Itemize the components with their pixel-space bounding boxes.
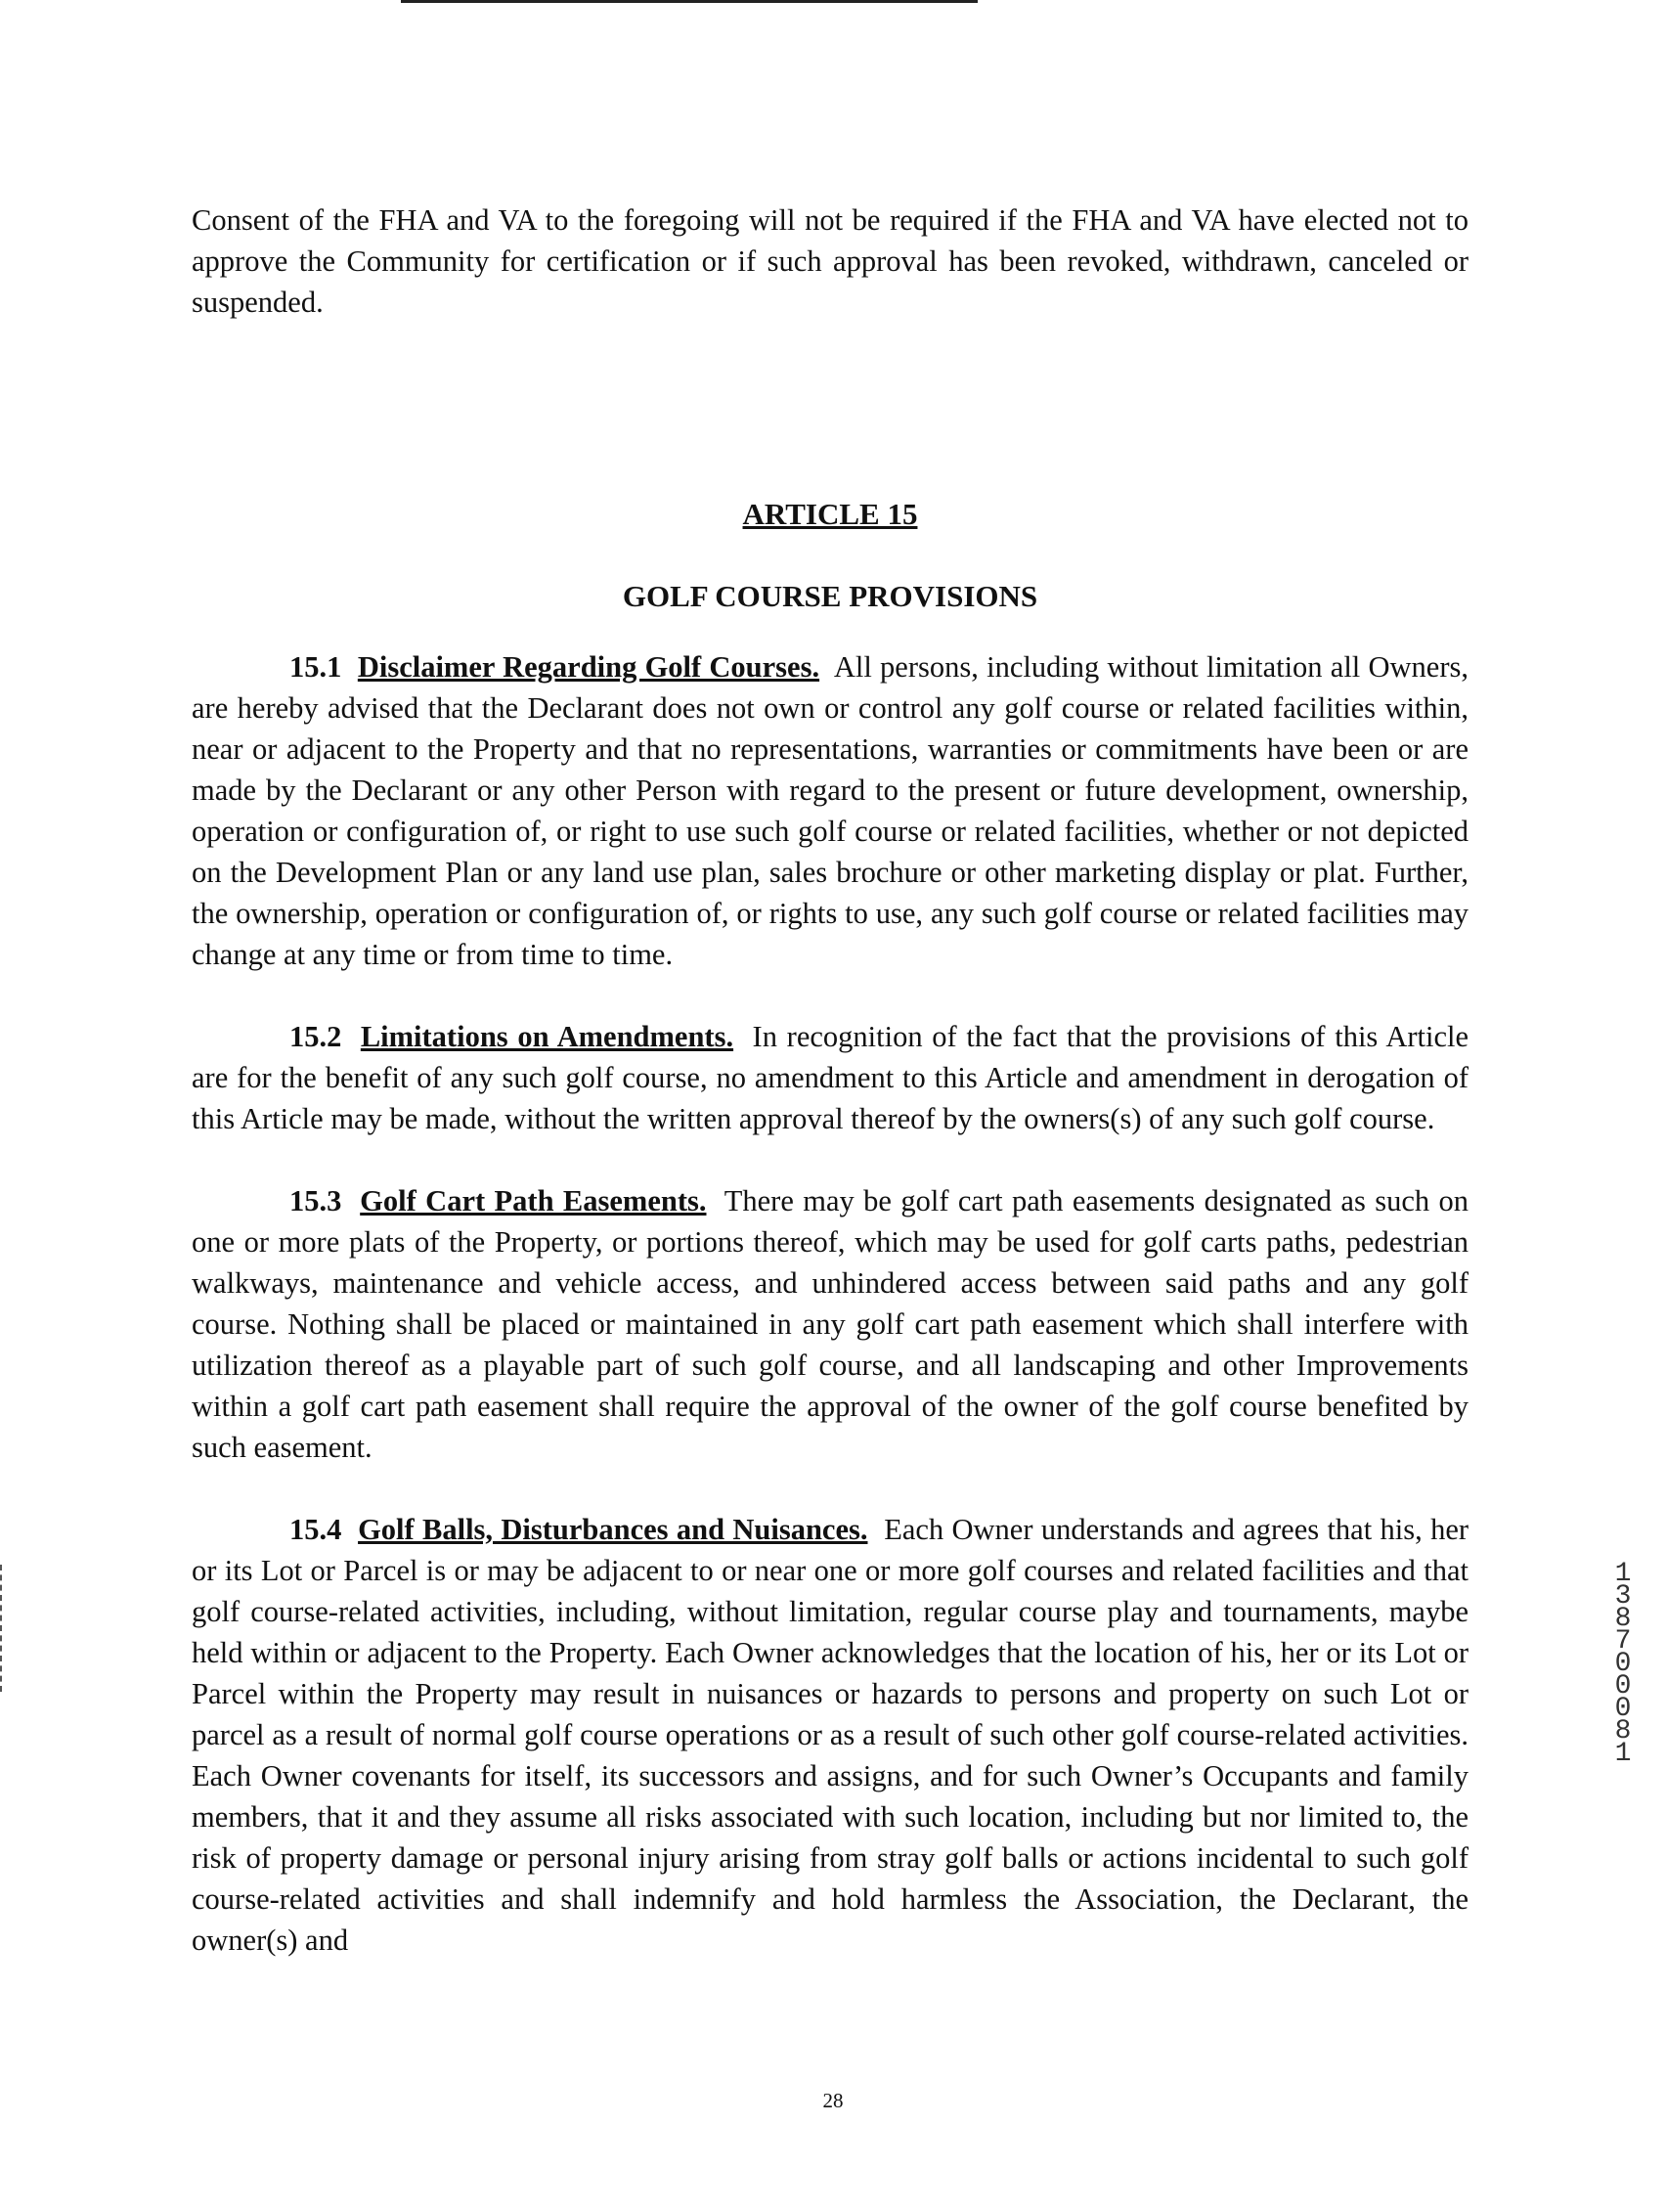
section-body: All persons, including without limitation all Owners, are hereby advised that the Declarant does not own or control any golf course or related facilities within, near or adjacent to the Property and that no representations, warranties or commitments have been or are made by the Declarant or any other Person with regard to the present or future development, ownership, operation or configuration of, or right to use such golf course or related facilities, whether or not depicted on the Development Plan or any land use plan, sales brochure or other marketing display or plat. Further, the ownership, operation or configuration of, or rights to use, any such golf course or related facilities may change at any time or from time to time. [192, 650, 1469, 971]
section-title: Golf Balls, Disturbances and Nuisances. [358, 1513, 868, 1546]
document-page [192, 199, 1469, 1961]
section-15-4 [192, 1509, 1469, 1961]
recording-stamp: 1387 00081 [1614, 1559, 1632, 1769]
section-15-2 [192, 1016, 1469, 1139]
article-heading: ARTICLE 15 [742, 497, 918, 531]
section-15-3 [192, 1180, 1469, 1468]
top-rule [401, 0, 978, 3]
intro-paragraph: Consent of the FHA and VA to the foregoing will not be required if the FHA and VA have elected not to approve the Community for certification or if such approval has been revoked, withdrawn, canceled or suspended. [192, 203, 1469, 319]
page-number: 28 [822, 2089, 844, 2112]
section-title: Disclaimer Regarding Golf Courses. [357, 650, 820, 684]
section-title: Limitations on Amendments. [360, 1020, 734, 1053]
scan-edge-mark [0, 1565, 6, 1692]
section-number: 15.4 [289, 1513, 342, 1546]
section-body: There may be golf cart path easements designated as such on one or more plats of the Property, or portions thereof, which may be used for golf carts paths, pedestrian walkways, maintenance and vehicle access, and unhindered access between said paths and any golf course. Nothing shall be placed or maintained in any golf cart path easement which shall interfere with utilization thereof as a playable part of such golf course, and all landscaping and other Improvements within a golf cart path easement shall require the approval of the owner of the golf course benefited by such easement. [192, 1184, 1469, 1464]
section-number: 15.1 [289, 650, 342, 684]
section-number: 15.3 [289, 1184, 342, 1217]
section-body: Each Owner understands and agrees that his, her or its Lot or Parcel is or may be adjacent to or near one or more golf courses and related facilities and that golf course-related activities, including, without limitation, regular course play and tournaments, maybe held within or adjacent to the Property. Each Owner acknowledges that the location of his, her or its Lot or Parcel within the Property may result in nuisances or hazards to persons and property on such Lot or parcel as a result of normal golf course operations or as a result of such other golf course-related activities. Each Owner covenants for itself, its successors and assigns, and for such Owner’s Occupants and family members, that it and they assume all risks associated with such location, including but nor limited to, the risk of property damage or personal injury arising from stray golf balls or actions incidental to such golf course-related activities and shall indemnify and hold harmless the Association, the Declarant, the owner(s) and [192, 1513, 1469, 1957]
article-title: GOLF COURSE PROVISIONS [622, 579, 1038, 613]
section-body: In recognition of the fact that the provisions of this Article are for the benefit of any such golf course, no amendment to this Article and amendment in derogation of this Article may be made, without the written approval thereof by the owners(s) of any such golf course. [192, 1020, 1469, 1135]
section-15-1 [192, 646, 1469, 975]
section-number: 15.2 [289, 1020, 342, 1053]
section-title: Golf Cart Path Easements. [360, 1184, 707, 1217]
